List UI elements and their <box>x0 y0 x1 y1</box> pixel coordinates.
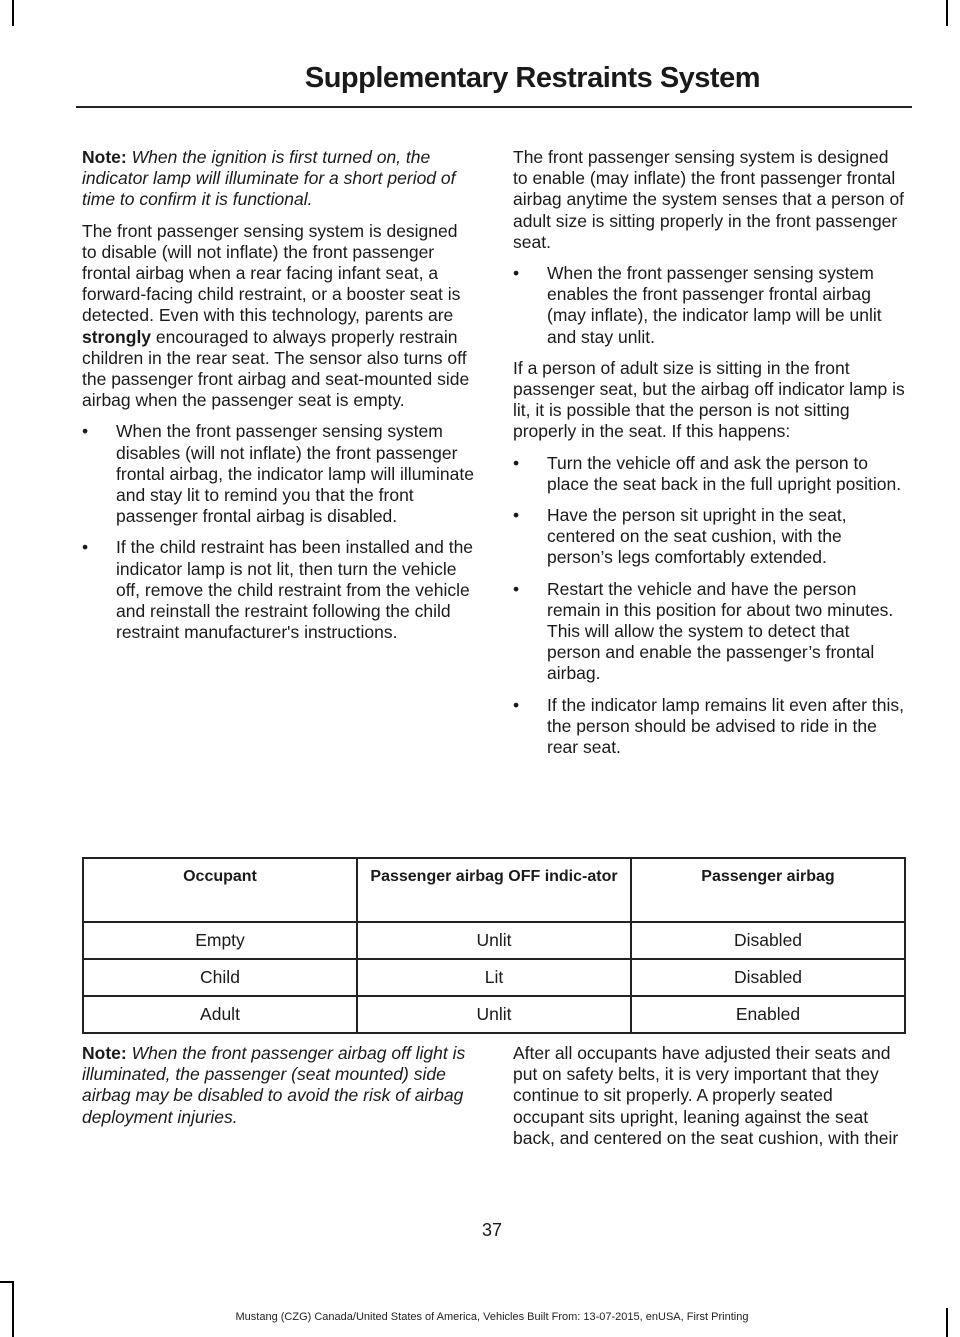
bottom-note <box>82 1043 474 1128</box>
note-paragraph <box>82 147 474 211</box>
table-cell: Enabled <box>631 996 905 1033</box>
body-text: encouraged to always properly restrain children in the rear seat. The sensor also turns off the passenger front airbag and seat-mounted side airbag when the passenger seat is empty. <box>82 326 470 411</box>
crop-mark-top-left <box>12 0 14 26</box>
crop-mark-bottom-left-horizontal <box>0 1281 14 1283</box>
emphasis-text: strongly <box>82 326 152 347</box>
airbag-status-table <box>82 857 906 1034</box>
body-paragraph: If a person of adult size is sitting in the front passenger seat, but the airbag off indicator lamp is lit, it is possible that the person is not sitting properly in the seat. If this happens: <box>513 357 905 442</box>
page-title: Supplementary Restraints System <box>304 62 760 94</box>
header-divider <box>76 106 912 108</box>
list-item: • When the front passenger sensing system disables (will not inflate) the front passenger frontal airbag, the indicator lamp will illuminate and stay lit to remind you that the front passenger frontal airbag is disabled. <box>82 421 474 527</box>
list-item: • Have the person sit upright in the seat, centered on the seat cushion, with the person’s legs comfortably extended. <box>513 505 905 569</box>
note-text: When the ignition is first turned on, the indicator lamp will illuminate for a short period of time to confirm it is functional. <box>82 147 456 210</box>
table-row <box>83 959 905 996</box>
page-number: 37 <box>481 1220 503 1240</box>
bottom-paragraph: After all occupants have adjusted their seats and put on safety belts, it is very important that they continue to sit properly. A properly seated occupant sits upright, leaning against the seat back, and centered on the seat cushion, with their <box>513 1043 899 1148</box>
note-label: Note: <box>82 147 127 167</box>
table-cell: Child <box>83 959 357 996</box>
crop-mark-top-right <box>946 0 948 26</box>
footer-text: Mustang (CZG) Canada/United States of America, Vehicles Built From: 13-07-2015, enUSA, First Printing <box>235 1311 749 1323</box>
bullet-list <box>513 453 905 759</box>
table-cell: Disabled <box>631 922 905 959</box>
table-cell: Unlit <box>357 922 631 959</box>
left-column <box>82 147 474 653</box>
note-label: Note: <box>82 1043 127 1063</box>
crop-mark-bottom-left <box>12 1281 14 1337</box>
table-cell: Unlit <box>357 996 631 1033</box>
bullet-list <box>513 263 905 348</box>
table-cell: Empty <box>83 922 357 959</box>
table-header-row <box>83 858 905 922</box>
list-item: • If the indicator lamp remains lit even after this, the person should be advised to ride in the rear seat. <box>513 695 905 759</box>
list-item: • When the front passenger sensing system enables the front passenger frontal airbag (may inflate), the indicator lamp will be unlit and stay unlit. <box>513 263 905 348</box>
body-paragraph <box>82 221 474 412</box>
bullet-list <box>82 421 474 643</box>
right-column <box>513 147 905 768</box>
table-cell: Disabled <box>631 959 905 996</box>
note-text: When the front passenger airbag off light is illuminated, the passenger (seat mounted) side airbag may be disabled to avoid the risk of airbag deployment injuries. <box>82 1043 466 1127</box>
list-item: • Turn the vehicle off and ask the person to place the seat back in the full upright position. <box>513 453 905 495</box>
table-row <box>83 996 905 1033</box>
column-header-indicator: Passenger airbag OFF indic-ator <box>357 858 631 922</box>
body-text: The front passenger sensing system is designed to disable (will not inflate) the front passenger frontal airbag when a rear facing infant seat, a forward-facing child restraint, or a booster seat is detected. Even with this technology, parents are <box>82 220 461 326</box>
body-paragraph: The front passenger sensing system is designed to enable (may inflate) the front passenger frontal airbag anytime the system senses that a person of adult size is sitting properly in the front passenger seat. <box>513 147 905 252</box>
column-header-airbag: Passenger airbag <box>631 858 905 922</box>
table-cell: Lit <box>357 959 631 996</box>
table-row <box>83 922 905 959</box>
list-item: • If the child restraint has been installed and the indicator lamp is not lit, then turn the vehicle off, remove the child restraint from the vehicle and reinstall the restraint following the child restraint manufacturer's instructions. <box>82 537 474 643</box>
list-item: • Restart the vehicle and have the person remain in this position for about two minutes. This will allow the system to detect that person and enable the passenger’s frontal airbag. <box>513 579 905 685</box>
column-header-occupant: Occupant <box>83 858 357 922</box>
table-cell: Adult <box>83 996 357 1033</box>
